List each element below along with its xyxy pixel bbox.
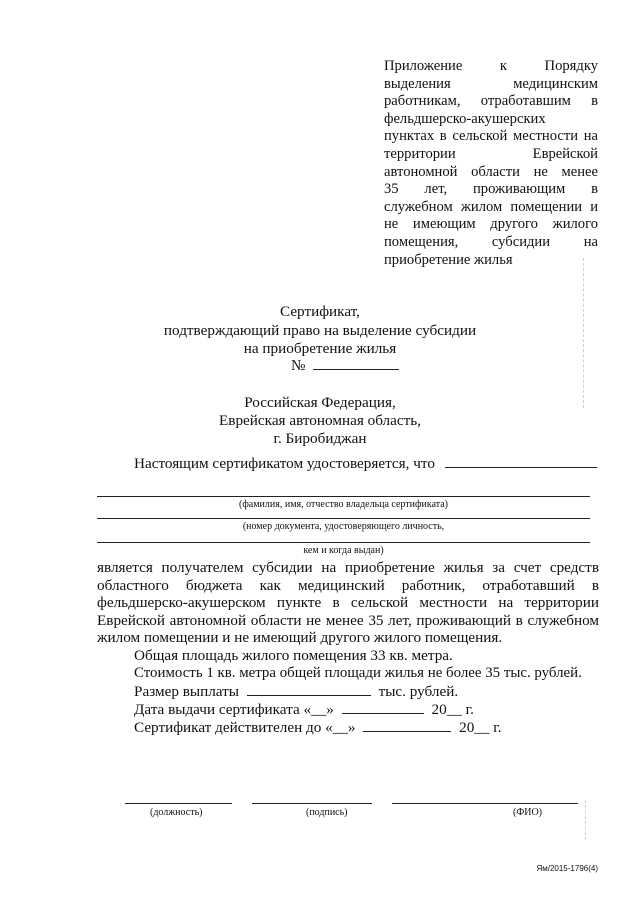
- appendix-line: работникам, отработавшим в: [384, 93, 598, 110]
- appendix-line: фельдшерско-акушерских: [384, 110, 546, 127]
- appendix-line: приобретение жилья: [384, 251, 513, 268]
- document-code: Ям/2015-1796(4): [536, 864, 598, 873]
- payment-field: [247, 683, 371, 696]
- name-line: [392, 803, 578, 804]
- paragraph-line: Еврейской автономной области не менее 35 лет, проживающий в служебном: [97, 611, 599, 629]
- area-line: Общая площадь жилого помещения 33 кв. метра.: [134, 647, 453, 664]
- paragraph-line: областного бюджета как медицинский работник, отработавший в: [97, 576, 599, 594]
- number-field: [313, 357, 399, 370]
- certificate-subtitle-2: на приобретение жилья: [243, 340, 397, 357]
- certify-line: [134, 455, 597, 473]
- paragraph-line: жилом помещении и не имеющий другого жилого помещения.: [97, 629, 503, 647]
- document-caption: (номер документа, удостоверяющего личность,: [242, 521, 445, 532]
- appendix-line: помещения, субсидии на: [384, 233, 598, 250]
- signature-caption: (подпись): [306, 807, 348, 818]
- document-line: [97, 518, 590, 519]
- certificate-subtitle: подтверждающий право на выделение субсидии: [163, 322, 477, 339]
- valid-date-line: [134, 719, 502, 737]
- appendix-block: [384, 58, 598, 269]
- appendix-line: Приложение к Порядку: [384, 58, 598, 74]
- region: Еврейская автономная область,: [219, 412, 421, 429]
- position-line: [125, 803, 232, 804]
- scan-artifact: [585, 800, 586, 840]
- issued-line: [97, 542, 590, 543]
- appendix-line: служебном жилом помещении и: [384, 198, 598, 215]
- valid-date-label: Сертификат действителен до «__»: [134, 719, 356, 736]
- owner-name-field: [445, 455, 597, 468]
- appendix-line: 35 лет, проживающим в: [384, 181, 598, 198]
- appendix-line: автономной области не менее: [384, 163, 598, 180]
- cost-line: Стоимость 1 кв. метра общей площади жилья не более 35 тыс. рублей.: [134, 665, 582, 681]
- appendix-line: выделения медицинским: [384, 75, 598, 92]
- payment-unit: тыс. рублей.: [378, 683, 459, 700]
- issue-year: 20__ г.: [431, 701, 474, 718]
- country: Российская Федерация,: [244, 394, 396, 411]
- name-caption: (ФИО): [513, 807, 543, 818]
- payment-line: [134, 683, 458, 701]
- certificate-number: [291, 357, 399, 375]
- issue-month-field: [342, 701, 424, 714]
- issued-caption: кем и когда выдан): [303, 545, 384, 556]
- paragraph-line: является получателем субсидии на приобретение жилья за счет средств: [97, 559, 599, 576]
- main-paragraph: [97, 559, 599, 647]
- valid-year: 20__ г.: [459, 719, 502, 736]
- signature-line: [252, 803, 372, 804]
- number-label: №: [291, 357, 306, 374]
- certify-text: Настоящим сертификатом удостоверяется, что: [134, 455, 435, 472]
- issue-date-line: [134, 701, 474, 719]
- fio-caption: (фамилия, имя, отчество владельца сертификата): [238, 499, 449, 510]
- fio-line: [97, 496, 590, 497]
- paragraph-line: фельдшерско-акушерском пункте в сельской местности на территории: [97, 594, 599, 612]
- appendix-line: пунктах в сельской местности на: [384, 128, 598, 145]
- position-caption: (должность): [150, 807, 203, 818]
- issue-date-label: Дата выдачи сертификата «__»: [134, 701, 334, 718]
- appendix-line: не имеющим другого жилого: [384, 216, 598, 233]
- city: г. Биробиджан: [273, 430, 367, 447]
- appendix-line: территории Еврейской: [384, 145, 598, 162]
- valid-month-field: [363, 719, 451, 732]
- certificate-title: Сертификат,: [280, 303, 360, 320]
- payment-label: Размер выплаты: [134, 683, 239, 700]
